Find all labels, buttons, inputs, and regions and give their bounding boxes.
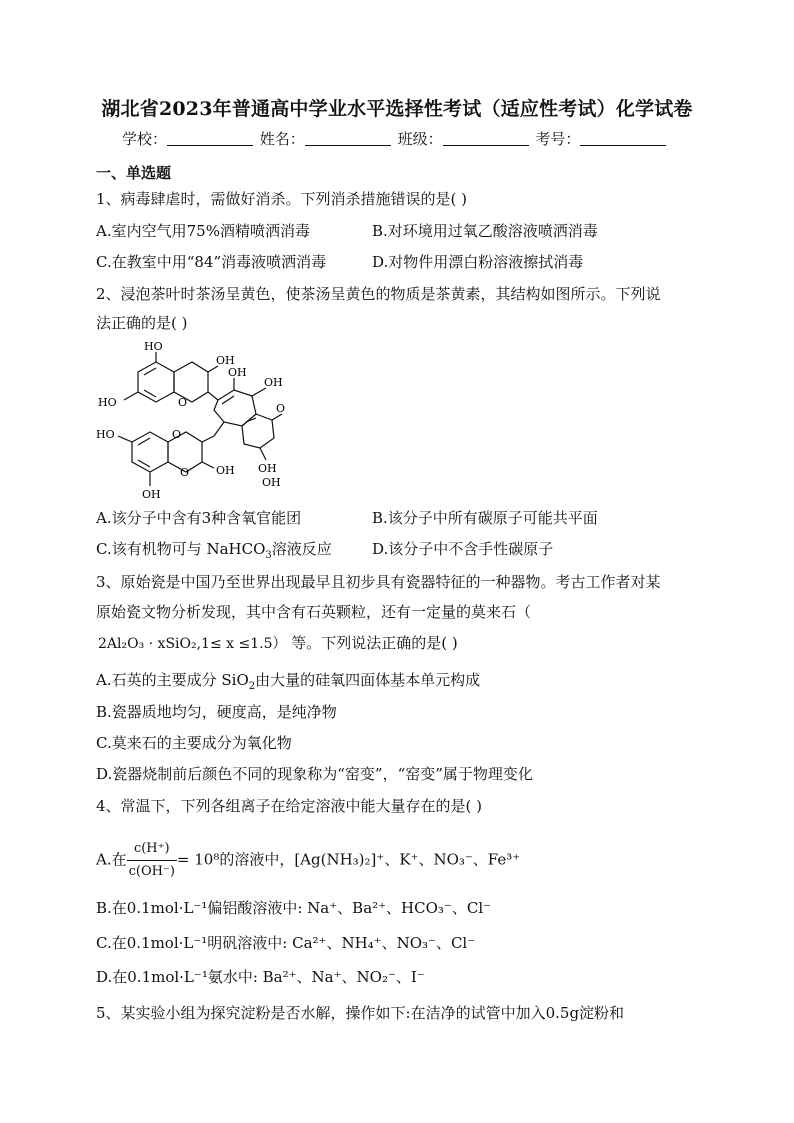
q1-option-d: D.对物件用漂白粉溶液擦拭消毒 xyxy=(372,253,584,271)
structure-label: OH xyxy=(228,366,247,379)
structure-label: OH xyxy=(258,462,277,475)
q4-option-a: A.在 $\frac{c(H^+)}{c(OH^-)}$ = 10⁸的溶液中，[Ag(NH₃)₂]⁺、K⁺、NO₃⁻、Fe³⁺ xyxy=(96,838,520,883)
structure-label: OH xyxy=(142,488,161,501)
name-label: 姓名： xyxy=(259,130,305,148)
structure-label: HO xyxy=(98,396,117,409)
structure-label: OH xyxy=(262,476,281,489)
name-blank xyxy=(305,131,391,146)
q3-stem-line3: 2Al₂O₃ · xSiO₂,1≤ x ≤1.5） 等。下列说法正确的是( ) xyxy=(98,634,458,652)
structure-label: HO xyxy=(96,428,115,441)
q3-stem-line1: 3、原始瓷是中国乃至世界出现最早且初步具有瓷器特征的一种器物。考古工作者对某 xyxy=(96,573,661,591)
q3-option-a: A.石英的主要成分 SiO$_2$由大量的硅氧四面体基本单元构成 xyxy=(96,671,481,692)
q2-option-b: B.该分子中所有碳原子可能共平面 xyxy=(372,509,598,527)
structure-label: O xyxy=(178,396,188,409)
q4-option-c: C.在0.1mol·L⁻¹明矾溶液中: Ca²⁺、NH₄⁺、NO₃⁻、Cl⁻ xyxy=(96,934,476,952)
section-heading: 一、单选题 xyxy=(96,164,172,182)
q1-stem: 1、病毒肆虐时，需做好消杀。下列消杀措施错误的是( ) xyxy=(96,190,468,208)
school-blank xyxy=(167,131,253,146)
class-blank xyxy=(443,131,529,146)
q2-stem-line1: 2、浸泡茶叶时茶汤呈黄色，使茶汤呈黄色的物质是茶黄素，其结构如图所示。下列说 xyxy=(96,285,661,303)
q3-option-c: C.莫来石的主要成分为氧化物 xyxy=(96,734,292,752)
structure-label: O xyxy=(276,402,286,415)
mullite-formula: 2Al₂O₃ · xSiO₂,1≤ x ≤1.5） xyxy=(98,636,287,652)
q1-option-c: C.在教室中用“84”消毒液喷洒消毒 xyxy=(96,253,327,271)
q3-stem-line2: 原始瓷文物分析发现，其中含有石英颗粒，还有一定量的莫来石（ xyxy=(96,603,532,621)
class-label: 班级： xyxy=(397,130,443,148)
concentration-ratio-fraction: $\frac{c(H^+)}{c(OH^-)}$ xyxy=(127,838,177,883)
q2-stem-line2: 法正确的是( ) xyxy=(96,314,188,332)
q4-stem: 4、常温下，下列各组离子在给定溶液中能大量存在的是( ) xyxy=(96,797,483,815)
structure-label: HO xyxy=(144,340,163,353)
exam-number-blank xyxy=(580,131,666,146)
q2-option-c: C.该有机物可与 NaHCO$_3$溶液反应 xyxy=(96,540,332,561)
structure-label: OH xyxy=(264,376,283,389)
theaflavin-structure-diagram xyxy=(96,340,286,502)
q3-option-d: D.瓷器烧制前后颜色不同的现象称为“窑变”，“窑变”属于物理变化 xyxy=(96,765,533,783)
q5-stem: 5、某实验小组为探究淀粉是否水解，操作如下:在洁净的试管中加入0.5g淀粉和 xyxy=(96,1004,625,1022)
q4-option-d: D.在0.1mol·L⁻¹氨水中: Ba²⁺、Na⁺、NO₂⁻、I⁻ xyxy=(96,968,425,986)
student-info-row xyxy=(122,128,668,149)
q3-option-b: B.瓷器质地均匀，硬度高，是纯净物 xyxy=(96,703,337,721)
structure-label: OH xyxy=(216,354,235,367)
structure-label: O xyxy=(172,428,182,441)
q2-option-d: D.该分子中不含手性碳原子 xyxy=(372,540,554,558)
q4-option-b: B.在0.1mol·L⁻¹偏铝酸溶液中: Na⁺、Ba²⁺、HCO₃⁻、Cl⁻ xyxy=(96,899,492,917)
exam-number-label: 考号： xyxy=(535,130,581,148)
structure-label: O xyxy=(180,466,190,479)
q1-option-a: A.室内空气用75%酒精喷洒消毒 xyxy=(96,222,310,240)
q1-option-b: B.对环境用过氧乙酸溶液喷洒消毒 xyxy=(372,222,598,240)
exam-title: 湖北省2023年普通高中学业水平选择性考试（适应性考试）化学试卷 xyxy=(101,98,693,120)
q2-option-a: A.该分子中含有3种含氧官能团 xyxy=(96,509,302,527)
structure-label: OH xyxy=(216,464,235,477)
school-label: 学校： xyxy=(122,130,168,148)
